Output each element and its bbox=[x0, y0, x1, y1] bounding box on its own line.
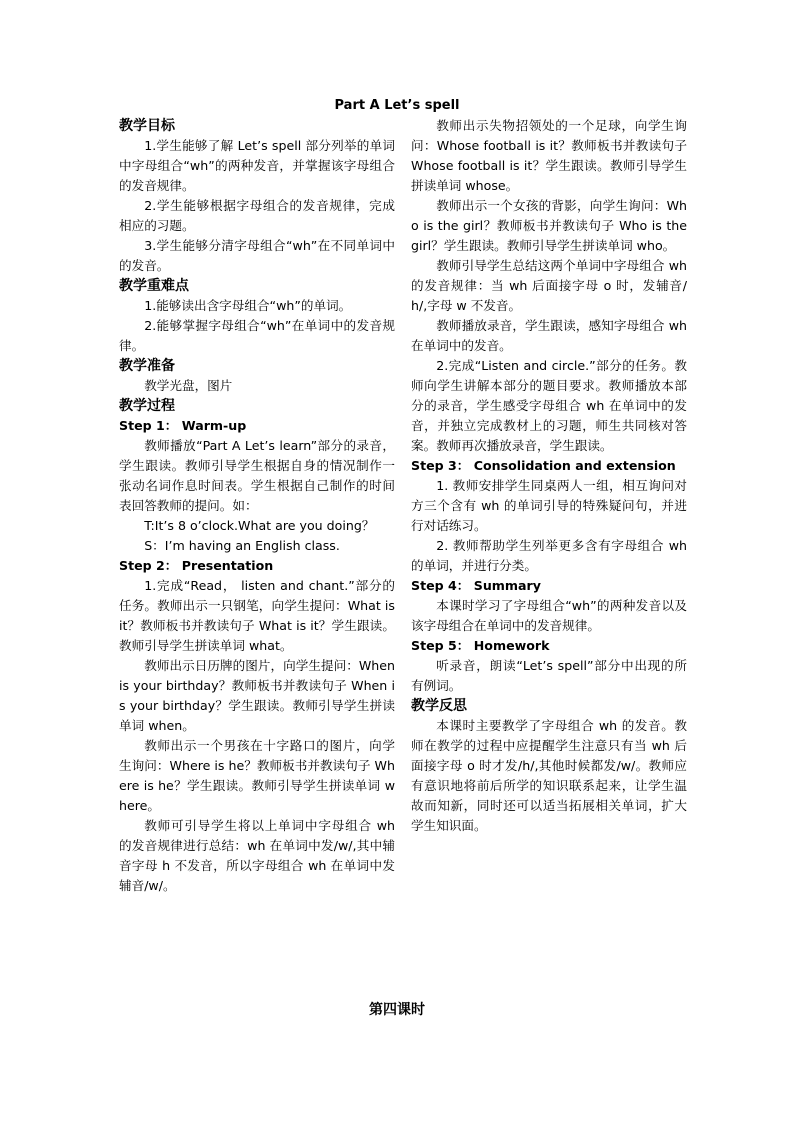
left-column bbox=[119, 116, 395, 896]
step-3-paragraph-2: 2. 教师帮助学生列举更多含有字母组合 wh 的单词，并进行分类。 bbox=[411, 538, 687, 573]
dialogue-student: S：I’m having an English class. bbox=[144, 538, 340, 553]
dialogue-teacher: T:It’s 8 o’clock.What are you doing？ bbox=[144, 518, 375, 533]
section-heading-key-points: 教学重难点 bbox=[119, 278, 189, 294]
step-2-paragraph-1: 1.完成“Read， listen and chant.”部分的任务。教师出示一只钢笔，向学生提问：What is it？教师板书并教读句子 What is it？学生跟读。教师引导学生拼读单词 what。 bbox=[119, 578, 395, 653]
section-heading-process: 教学过程 bbox=[119, 398, 175, 414]
step-3-heading: Step 3： Consolidation and extension bbox=[411, 458, 676, 473]
objective-3: 3.学生能够分清字母组合“wh”在不同单词中的发音。 bbox=[119, 238, 395, 273]
next-lesson-title: 第四课时 bbox=[369, 1002, 425, 1018]
page-title: Part A Let’s spell bbox=[334, 98, 460, 113]
step-2-paragraph-3: 教师出示一个男孩在十字路口的图片，向学生询问：Where is he？教师板书并教读句子 Where is he？学生跟读。教师引导学生拼读单词 where。 bbox=[119, 738, 395, 813]
step-3-paragraph-1: 1. 教师安排学生同桌两人一组，相互询问对方三个含有 wh 的单词引导的特殊疑问句，并进行对话练习。 bbox=[411, 478, 687, 533]
step-4-heading: Step 4： Summary bbox=[411, 578, 541, 593]
reflection-paragraph: 本课时主要教学了字母组合 wh 的发音。教师在教学的过程中应提醒学生注意只有当 wh 后面接字母 o 时才发/h/,其他时候都发/w/。教师应有意识地将前后所学的知识联系起来，让学生温故而知新，同时还可以适当拓展相关单词，扩大学生知识面。 bbox=[411, 718, 687, 833]
right-column bbox=[411, 116, 687, 836]
section-heading-objectives: 教学目标 bbox=[119, 118, 175, 134]
step-2-paragraph-5: 教师出示失物招领处的一个足球，向学生询问：Whose football is it？教师板书并教读句子 Whose football is it？学生跟读。教师引导学生拼读单词 whose。 bbox=[411, 118, 687, 193]
step-2-paragraph-8: 教师播放录音，学生跟读，感知字母组合 wh 在单词中的发音。 bbox=[411, 318, 687, 353]
objective-2: 2.学生能够根据字母组合的发音规律，完成相应的习题。 bbox=[119, 198, 395, 233]
section-heading-preparation: 教学准备 bbox=[119, 358, 175, 374]
step-5-paragraph: 听录音，朗读“Let’s spell”部分中出现的所有例词。 bbox=[411, 658, 687, 693]
step-2-paragraph-2: 教师出示日历牌的图片，向学生提问：When is your birthday？教师板书并教读句子 When is your birthday？学生跟读。教师引导学生拼读单词 when。 bbox=[119, 658, 395, 733]
step-2-heading: Step 2： Presentation bbox=[119, 558, 274, 573]
key-point-2: 2.能够掌握字母组合“wh”在单词中的发音规律。 bbox=[119, 318, 395, 353]
step-2-paragraph-9: 2.完成“Listen and circle.”部分的任务。教师向学生讲解本部分的题目要求。教师播放本部分的录音，学生感受字母组合 wh 在单词中的发音，并独立完成教材上的习题，师生共同核对答案。教师再次播放录音，学生跟读。 bbox=[411, 358, 687, 453]
step-1-paragraph: 教师播放“Part A Let’s learn”部分的录音，学生跟读。教师引导学生根据自身的情况制作一张动名词作息时间表。学生根据自己制作的时间表回答教师的提问。如： bbox=[119, 438, 395, 513]
objective-1: 1.学生能够了解 Let’s spell 部分列举的单词中字母组合“wh”的两种发音，并掌握该字母组合的发音规律。 bbox=[119, 138, 395, 193]
preparation-text: 教学光盘，图片 bbox=[144, 378, 233, 393]
key-point-1: 1.能够读出含字母组合“wh”的单词。 bbox=[144, 298, 352, 313]
step-2-paragraph-7: 教师引导学生总结这两个单词中字母组合 wh 的发音规律：当 wh 后面接字母 o 时，发辅音/h/,字母 w 不发音。 bbox=[411, 258, 687, 313]
step-2-paragraph-6: 教师出示一个女孩的背影，向学生询问：Who is the girl？教师板书并教读句子 Who is the girl？学生跟读。教师引导学生拼读单词 who。 bbox=[411, 198, 687, 253]
step-2-paragraph-4: 教师可引导学生将以上单词中字母组合 wh 的发音规律进行总结：wh 在单词中发/w/,其中辅音字母 h 不发音，所以字母组合 wh 在单词中发辅音/w/。 bbox=[119, 818, 395, 893]
step-5-heading: Step 5： Homework bbox=[411, 638, 550, 653]
step-4-paragraph: 本课时学习了字母组合“wh”的两种发音以及该字母组合在单词中的发音规律。 bbox=[411, 598, 687, 633]
section-heading-reflection: 教学反思 bbox=[411, 698, 467, 714]
step-1-heading: Step 1： Warm-up bbox=[119, 418, 247, 433]
